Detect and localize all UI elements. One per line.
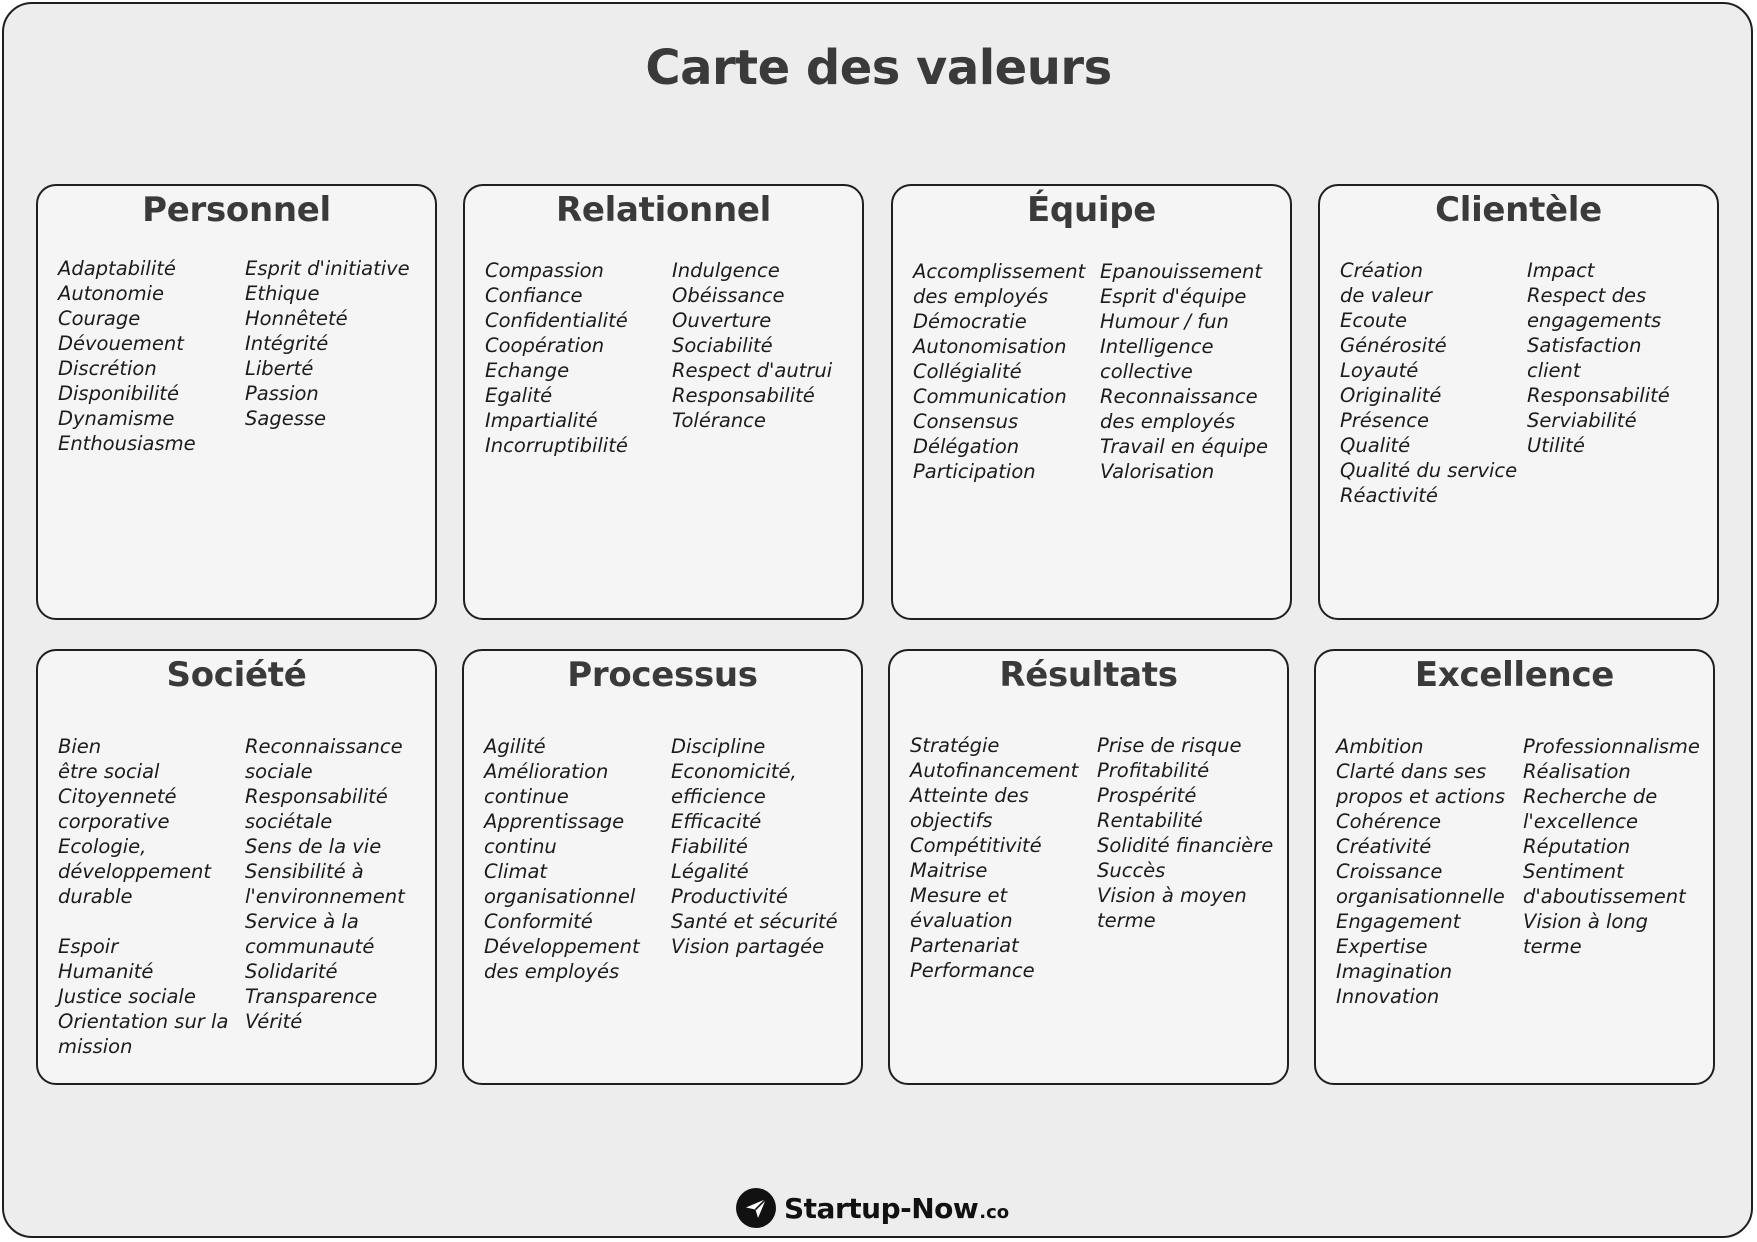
value-item: organisationnel xyxy=(484,885,636,908)
value-item: être social xyxy=(58,760,160,783)
value-list-right xyxy=(245,734,405,1034)
value-item: Confidentialité xyxy=(485,309,628,332)
value-item: Solidité financière xyxy=(1097,834,1274,857)
paper-plane-icon xyxy=(736,1188,776,1228)
value-item: Efficacité xyxy=(671,810,762,833)
value-item: Travail en équipe xyxy=(1100,435,1268,458)
value-item: Mesure et xyxy=(910,884,1008,907)
value-item: développement xyxy=(58,860,212,883)
value-list-right xyxy=(671,734,838,959)
card-title: Personnel xyxy=(142,190,331,230)
value-item: Impartialité xyxy=(485,409,598,432)
value-item: Indulgence xyxy=(672,259,780,282)
value-item: collective xyxy=(1100,360,1193,383)
value-item: Satisfaction xyxy=(1527,334,1642,357)
value-item: mission xyxy=(58,1035,133,1058)
value-item: Professionnalisme xyxy=(1523,735,1700,758)
value-item: Responsabilité xyxy=(245,785,388,808)
value-item: Stratégie xyxy=(910,734,1000,757)
value-item: Développement xyxy=(484,935,640,958)
value-item: Respect d'autrui xyxy=(672,359,833,382)
value-item: Responsabilité xyxy=(1527,384,1670,407)
card-excellence xyxy=(1314,649,1715,1085)
value-item: Citoyenneté xyxy=(58,785,177,808)
value-item: Création xyxy=(1340,259,1423,282)
value-item: Prise de risque xyxy=(1097,734,1242,757)
value-item: Echange xyxy=(485,359,570,382)
value-item: Ecoute xyxy=(1340,309,1407,332)
value-item: Qualité xyxy=(1340,434,1411,457)
value-list-left xyxy=(913,259,1085,484)
value-item: Coopération xyxy=(485,334,605,357)
value-item: Compétitivité xyxy=(910,834,1042,857)
value-item: Performance xyxy=(910,959,1035,982)
value-item: corporative xyxy=(58,810,170,833)
value-item: Service à la xyxy=(245,910,359,933)
value-item: Amélioration xyxy=(484,760,609,783)
card-processus xyxy=(462,649,863,1085)
value-item: Reconnaissance xyxy=(245,735,403,758)
value-item: Profitabilité xyxy=(1097,759,1210,782)
value-item: Recherche de xyxy=(1523,785,1658,808)
value-item: Engagement xyxy=(1336,910,1461,933)
card-title: Excellence xyxy=(1414,655,1615,695)
value-item: sociale xyxy=(245,760,313,783)
value-item: Reconnaissance xyxy=(1100,385,1258,408)
value-item: Intelligence xyxy=(1100,335,1214,358)
value-item: Loyauté xyxy=(1340,359,1419,382)
value-item: Sagesse xyxy=(245,407,327,430)
value-item: Ecologie, xyxy=(58,835,147,858)
value-item: Communication xyxy=(913,385,1067,408)
value-item: Fiabilité xyxy=(671,835,748,858)
card-title: Processus xyxy=(567,655,758,695)
value-item: l'excellence xyxy=(1523,810,1638,833)
value-item: Collégialité xyxy=(913,360,1022,383)
value-item: Honnêteté xyxy=(245,307,348,330)
value-item: Orientation sur la xyxy=(58,1010,229,1033)
value-item: Ouverture xyxy=(672,309,772,332)
value-item: Partenariat xyxy=(910,934,1019,957)
value-item: Compassion xyxy=(485,259,604,282)
value-item: terme xyxy=(1523,935,1582,958)
card-clientele xyxy=(1318,184,1719,620)
value-item: Impact xyxy=(1527,259,1595,282)
value-item: évaluation xyxy=(910,909,1013,932)
value-list-right xyxy=(1100,259,1268,484)
value-item: Ambition xyxy=(1336,735,1424,758)
value-item: Sensibilité à xyxy=(245,860,364,883)
value-item: Adaptabilité xyxy=(58,257,176,280)
value-item: des employés xyxy=(1100,410,1236,433)
value-item: Autofinancement xyxy=(910,759,1079,782)
value-item: Responsabilité xyxy=(672,384,815,407)
card-title: Société xyxy=(166,655,307,695)
value-list-left xyxy=(58,734,228,1059)
value-item: client xyxy=(1527,359,1581,382)
value-item: Confiance xyxy=(485,284,583,307)
value-item: Discipline xyxy=(671,735,766,758)
value-item: Tolérance xyxy=(672,409,766,432)
value-item: de valeur xyxy=(1340,284,1432,307)
value-item: Originalité xyxy=(1340,384,1442,407)
value-item: d'aboutissement xyxy=(1523,885,1686,908)
value-item: Imagination xyxy=(1336,960,1453,983)
value-list-right xyxy=(1097,733,1273,933)
value-list-left xyxy=(1336,734,1505,1009)
value-item: Vision partagée xyxy=(671,935,825,958)
value-item: Epanouissement xyxy=(1100,260,1263,283)
spacer xyxy=(58,909,228,934)
value-item: Atteinte des xyxy=(910,784,1029,807)
value-item: Sens de la vie xyxy=(245,835,382,858)
value-item: Vision à moyen xyxy=(1097,884,1247,907)
card-equipe xyxy=(891,184,1292,620)
value-item: Vérité xyxy=(245,1010,303,1033)
value-item: Espoir xyxy=(58,935,119,958)
value-item: Apprentissage xyxy=(484,810,625,833)
value-item: Participation xyxy=(913,460,1036,483)
value-item: Incorruptibilité xyxy=(485,434,628,457)
value-item: Accomplissement xyxy=(913,260,1086,283)
value-item: Consensus xyxy=(913,410,1019,433)
value-item: engagements xyxy=(1527,309,1662,332)
value-item: Transparence xyxy=(245,985,378,1008)
value-item: Prospérité xyxy=(1097,784,1197,807)
value-item: l'environnement xyxy=(245,885,405,908)
value-item: Maitrise xyxy=(910,859,988,882)
value-item: Générosité xyxy=(1340,334,1447,357)
brand-suffix: .co xyxy=(979,1201,1010,1223)
brand-name: Startup-Now xyxy=(784,1191,979,1225)
value-item: Egalité xyxy=(485,384,553,407)
value-item: Courage xyxy=(58,307,141,330)
value-item: Bien xyxy=(58,735,102,758)
value-item: Santé et sécurité xyxy=(671,910,838,933)
value-item: Agilité xyxy=(484,735,546,758)
brand-logo xyxy=(736,1188,1009,1228)
value-item: Réalisation xyxy=(1523,760,1631,783)
value-list-left xyxy=(910,733,1078,983)
value-item: Sentiment xyxy=(1523,860,1624,883)
value-item: Vision à long xyxy=(1523,910,1649,933)
card-societe xyxy=(36,649,437,1085)
card-personnel xyxy=(36,184,437,620)
value-item: Intégrité xyxy=(245,332,329,355)
value-item: Utilité xyxy=(1527,434,1585,457)
value-item: Succès xyxy=(1097,859,1166,882)
value-list-right xyxy=(1527,258,1670,458)
value-item: Légalité xyxy=(671,860,749,883)
value-item: organisationnelle xyxy=(1336,885,1505,908)
card-title: Relationnel xyxy=(556,190,771,230)
value-item: Valorisation xyxy=(1100,460,1215,483)
value-item: Sociabilité xyxy=(672,334,773,357)
value-item: continue xyxy=(484,785,569,808)
value-item: Autonomie xyxy=(58,282,164,305)
value-item: des employés xyxy=(484,960,620,983)
value-item: Ethique xyxy=(245,282,320,305)
page-title: Carte des valeurs xyxy=(645,40,1112,96)
value-item: Dynamisme xyxy=(58,407,175,430)
value-list-left xyxy=(484,734,640,984)
card-title: Résultats xyxy=(999,655,1178,695)
value-item: continu xyxy=(484,835,557,858)
value-item: Esprit d'initiative xyxy=(245,257,410,280)
value-item: Cohérence xyxy=(1336,810,1441,833)
card-resultats xyxy=(888,649,1289,1085)
value-item: Présence xyxy=(1340,409,1430,432)
value-item: Délégation xyxy=(913,435,1020,458)
value-item: Esprit d'équipe xyxy=(1100,285,1247,308)
value-item: Dévouement xyxy=(58,332,184,355)
value-item: Réputation xyxy=(1523,835,1631,858)
value-item: Justice sociale xyxy=(58,985,196,1008)
value-item: efficience xyxy=(671,785,766,808)
value-item: Démocratie xyxy=(913,310,1027,333)
value-list-right xyxy=(1523,734,1700,959)
value-list-left xyxy=(485,258,628,458)
value-item: Humour / fun xyxy=(1100,310,1229,333)
value-item: communauté xyxy=(245,935,375,958)
value-list-left xyxy=(1340,258,1517,508)
value-item: Qualité du service xyxy=(1340,459,1518,482)
value-item: Disponibilité xyxy=(58,382,179,405)
value-item: terme xyxy=(1097,909,1156,932)
value-item: Enthousiasme xyxy=(58,432,196,455)
value-item: Solidarité xyxy=(245,960,338,983)
value-item: Croissance xyxy=(1336,860,1443,883)
value-item: sociétale xyxy=(245,810,333,833)
value-item: Economicité, xyxy=(671,760,797,783)
value-item: Autonomisation xyxy=(913,335,1067,358)
value-item: Humanité xyxy=(58,960,154,983)
value-item: Respect des xyxy=(1527,284,1647,307)
value-item: Passion xyxy=(245,382,319,405)
value-item: Conformité xyxy=(484,910,593,933)
value-item: Clarté dans ses xyxy=(1336,760,1487,783)
value-item: durable xyxy=(58,885,133,908)
value-item: objectifs xyxy=(910,809,993,832)
value-item: Expertise xyxy=(1336,935,1428,958)
card-title: Clientèle xyxy=(1435,190,1602,230)
value-item: propos et actions xyxy=(1336,785,1506,808)
value-list-left xyxy=(58,256,196,456)
value-item: Créativité xyxy=(1336,835,1432,858)
value-item: Productivité xyxy=(671,885,788,908)
value-item: Climat xyxy=(484,860,548,883)
value-item: Réactivité xyxy=(1340,484,1438,507)
value-item: Obéissance xyxy=(672,284,785,307)
value-item: des employés xyxy=(913,285,1049,308)
value-item: Discrétion xyxy=(58,357,157,380)
value-list-right xyxy=(245,256,410,431)
value-list-right xyxy=(672,258,832,433)
value-item: Liberté xyxy=(245,357,314,380)
card-title: Équipe xyxy=(1026,190,1157,230)
value-item: Serviabilité xyxy=(1527,409,1637,432)
value-item: Innovation xyxy=(1336,985,1440,1008)
card-relationnel xyxy=(463,184,864,620)
value-item: Rentabilité xyxy=(1097,809,1203,832)
